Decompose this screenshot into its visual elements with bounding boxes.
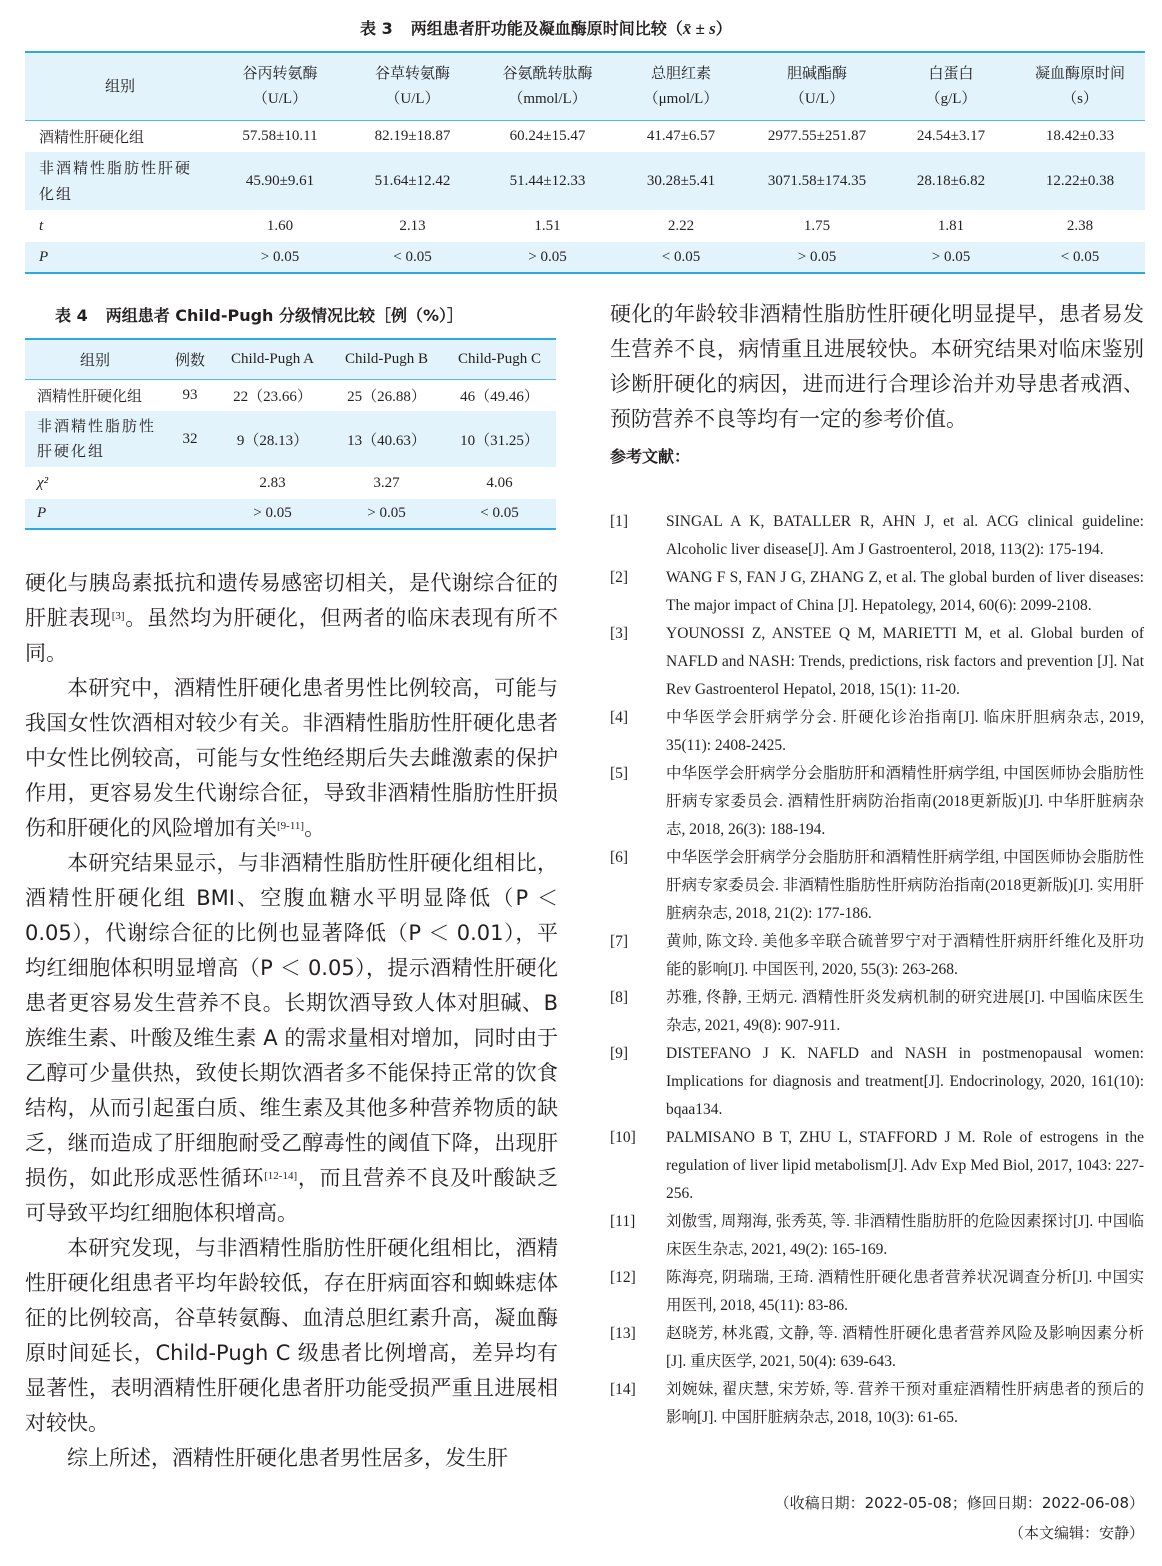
reference-item bbox=[610, 1040, 1144, 1124]
citation[interactable]: [12-14] bbox=[264, 1170, 298, 1182]
table-cell: 13（40.63） bbox=[347, 432, 426, 449]
table4-header-cell: Child-Pugh A bbox=[231, 350, 314, 367]
table3-caption-stat: x̄ ± s bbox=[682, 19, 716, 38]
table3-header-cell: 总胆红素 （μmol/L） bbox=[643, 64, 719, 108]
table-cell: 1.60 bbox=[266, 217, 294, 234]
reference-text: 中华医学会肝病学分会脂肪肝和酒精性肝病学组, 中国医师协会脂肪性肝病专家委员会. 酒精性肝病防治指南(2018更新版)[J]. 中华肝脏病杂志, 2018, 26(3): 188-194. bbox=[666, 765, 1144, 838]
row-label: 非酒精性脂肪性肝硬化组 bbox=[39, 159, 193, 203]
reference-number: [10] bbox=[610, 1129, 636, 1146]
table4-header-cell: Child-Pugh C bbox=[458, 350, 541, 367]
table3 bbox=[25, 51, 1145, 274]
table-cell: 51.64±12.42 bbox=[374, 172, 451, 189]
table3-header-cell: 凝血酶原时间 （s） bbox=[1034, 64, 1125, 108]
reference-number: [2] bbox=[610, 569, 629, 586]
paragraph: 本研究发现，与非酒精性脂肪性肝硬化组相比，酒精性肝硬化组患者平均年龄较低，存在肝病面容和蜘蛛痣体征的比例较高，谷草转氨酶、血清总胆红素升高，凝血酶原时间延长，Child-Pugh C 级患者比例增高，差异均有显著性，表明酒精性肝硬化患者肝功能受损严重且进展相对较快。 bbox=[25, 1236, 558, 1435]
table-cell: 32 bbox=[182, 430, 198, 447]
citation[interactable]: [9-11] bbox=[277, 820, 305, 832]
row-label: 酒精性肝硬化组 bbox=[39, 127, 145, 146]
table4-row bbox=[25, 499, 556, 529]
table4-header-cell: Child-Pugh B bbox=[345, 350, 428, 367]
table4-header-cell: 组别 bbox=[79, 350, 110, 369]
table-cell: > 0.05 bbox=[528, 248, 567, 265]
reference-text: 黄帅, 陈文玲. 美他多辛联合硫普罗宁对于酒精性肝病肝纤维化及肝功能的影响[J]. 中国医刊, 2020, 55(3): 263-268. bbox=[666, 933, 1144, 978]
table4 bbox=[25, 338, 556, 530]
table-cell: 22（23.66） bbox=[233, 388, 312, 405]
table-cell: 9（28.13） bbox=[236, 432, 309, 449]
table3-header-cell: 谷草转氨酶 （U/L） bbox=[374, 64, 450, 108]
paragraph: 硬化与胰岛素抵抗和遗传易感密切相关，是代谢综合征的肝脏表现[3]。虽然均为肝硬化，但两者的临床表现有所不同。 bbox=[25, 571, 559, 665]
table4-caption-num: 表 4 bbox=[55, 306, 88, 325]
table-cell: < 0.05 bbox=[1060, 248, 1100, 265]
table-cell: > 0.05 bbox=[260, 248, 300, 265]
table-cell: 1.51 bbox=[534, 217, 561, 234]
table3-header-cell: 白蛋白 （g/L） bbox=[925, 64, 977, 108]
reference-text: 刘婉妹, 翟庆慧, 宋芳娇, 等. 营养干预对重症酒精性肝病患者的预后的影响[J]. 中国肝脏病杂志, 2018, 10(3): 61-65. bbox=[666, 1381, 1144, 1426]
table-cell: 51.44±12.33 bbox=[509, 172, 586, 189]
reference-item bbox=[610, 760, 1144, 844]
table-cell: 2977.55±251.87 bbox=[767, 127, 867, 144]
right-column bbox=[610, 297, 1144, 474]
table-cell: 18.42±0.33 bbox=[1045, 127, 1115, 144]
reference-text: 赵晓芳, 林兆霞, 文静, 等. 酒精性肝硬化患者营养风险及影响因素分析[J]. 重庆医学, 2021, 50(4): 639-643. bbox=[666, 1325, 1144, 1370]
table4-caption bbox=[55, 303, 463, 326]
reference-text: 刘傲雪, 周翔海, 张秀英, 等. 非酒精性脂肪肝的危险因素探讨[J]. 中国临床医生杂志, 2021, 49(2): 165-169. bbox=[666, 1213, 1144, 1258]
reference-item bbox=[610, 620, 1144, 704]
reference-number: [1] bbox=[610, 513, 629, 530]
reference-item bbox=[610, 984, 1144, 1040]
table-cell: > 0.05 bbox=[931, 248, 971, 265]
reference-text: DISTEFANO J K. NAFLD and NASH in postmenopausal women: Implications for diagnosis and treatment[J]. Endocrinology, 2020, 161(10): bqaa134. bbox=[666, 1045, 1144, 1118]
row-label: P bbox=[37, 505, 47, 521]
paragraph: 硬化的年龄较非酒精性脂肪性肝硬化明显提早，患者易发生营养不良，病情重且进展较快。本研究结果对临床鉴别诊断肝硬化的病因，进而进行合理诊治并劝导患者戒酒、预防营养不良等均有一定的参考价值。 bbox=[610, 302, 1144, 431]
row-label: t bbox=[39, 217, 44, 234]
reference-text: 陈海亮, 阴瑞瑞, 王琦. 酒精性肝硬化患者营养状况调查分析[J]. 中国实用医刊, 2018, 45(11): 83-86. bbox=[666, 1269, 1144, 1314]
reference-number: [6] bbox=[610, 849, 629, 866]
row-label: 酒精性肝硬化组 bbox=[37, 386, 143, 405]
reference-number: [9] bbox=[610, 1045, 629, 1062]
reference-number: [11] bbox=[610, 1213, 636, 1230]
table-cell: 45.90±9.61 bbox=[245, 172, 315, 189]
reference-item bbox=[610, 844, 1144, 928]
table-cell: 24.54±3.17 bbox=[916, 127, 986, 144]
reference-item bbox=[610, 928, 1144, 984]
table-cell: 2.13 bbox=[399, 217, 426, 234]
reference-text: YOUNOSSI Z, ANSTEE Q M, MARIETTI M, et al. Global burden of NAFLD and NASH: Trends, predictions, risk factors and prevention [J]. Nat Rev Gastroenterol Hepatol, 2018, 15(1): 11-20. bbox=[666, 625, 1144, 698]
left-column bbox=[25, 566, 558, 1476]
table-cell: 3071.58±174.35 bbox=[767, 172, 867, 189]
reference-text: WANG F S, FAN J G, ZHANG Z, et al. The global burden of liver diseases: The major impact of China [J]. Hepatolegy, 2014, 60(6): 2099-2108. bbox=[666, 569, 1144, 614]
reference-number: [7] bbox=[610, 933, 629, 950]
table-cell: > 0.05 bbox=[253, 505, 292, 521]
table-cell: < 0.05 bbox=[393, 248, 432, 265]
table3-row bbox=[25, 242, 1145, 273]
reference-item bbox=[610, 1264, 1144, 1320]
references-list bbox=[610, 508, 1144, 1432]
table-cell bbox=[165, 467, 215, 499]
table4-row bbox=[25, 467, 556, 499]
table-cell: 30.28±5.41 bbox=[646, 172, 716, 189]
table-cell: > 0.05 bbox=[797, 248, 837, 265]
reference-number: [4] bbox=[610, 709, 629, 726]
row-label: 非酒精性脂肪性肝硬化组 bbox=[37, 417, 157, 460]
reference-number: [14] bbox=[610, 1381, 636, 1398]
table3-caption bbox=[360, 16, 732, 39]
reference-item bbox=[610, 1376, 1144, 1432]
table3-caption-close: ） bbox=[715, 19, 732, 38]
table-cell: 25（26.88） bbox=[347, 388, 426, 405]
reference-item bbox=[610, 1320, 1144, 1376]
reference-text: 苏雅, 佟静, 王炳元. 酒精性肝炎发病机制的研究进展[J]. 中国临床医生杂志, 2021, 49(8): 907-911. bbox=[666, 989, 1144, 1034]
table-cell: 1.75 bbox=[803, 217, 831, 234]
editor-note: （本文编辑：安静） bbox=[1008, 1524, 1144, 1542]
table3-row bbox=[25, 152, 1145, 210]
table-cell: 57.58±10.11 bbox=[242, 127, 318, 144]
table4-row bbox=[25, 379, 556, 411]
paragraph: 综上所述，酒精性肝硬化患者男性居多，发生肝 bbox=[67, 1446, 508, 1470]
table-cell: > 0.05 bbox=[367, 505, 406, 521]
table-cell: 93 bbox=[182, 386, 198, 403]
table-cell: 2.83 bbox=[259, 474, 286, 491]
table-cell: < 0.05 bbox=[661, 248, 701, 265]
table-cell: 3.27 bbox=[373, 474, 400, 491]
table-cell: 46（49.46） bbox=[460, 388, 539, 405]
reference-text: SINGAL A K, BATALLER R, AHN J, et al. ACG clinical guideline: Alcoholic liver disease[J]. Am J Gastroenterol, 2018, 113(2): 175-194. bbox=[666, 513, 1144, 558]
table4-header-cell: 例数 bbox=[174, 350, 205, 369]
reference-number: [3] bbox=[610, 625, 629, 642]
table-cell: 2.38 bbox=[1066, 217, 1094, 234]
table-cell: 28.18±6.82 bbox=[916, 172, 986, 189]
reference-item bbox=[610, 1208, 1144, 1264]
reference-number: [5] bbox=[610, 765, 629, 782]
table-cell: < 0.05 bbox=[480, 505, 519, 521]
references-heading: 参考文献： bbox=[610, 447, 691, 466]
reference-number: [13] bbox=[610, 1325, 636, 1342]
reference-text: 中华医学会肝病学分会脂肪肝和酒精性肝病学组, 中国医师协会脂肪性肝病专家委员会. 非酒精性脂肪性肝病防治指南(2018更新版)[J]. 实用肝脏病杂志, 2018, 21(2): 177-186. bbox=[666, 849, 1144, 922]
reference-item bbox=[610, 704, 1144, 760]
table3-header-row bbox=[25, 52, 1145, 120]
table-cell: 4.06 bbox=[486, 474, 513, 491]
table3-header-cell: 谷氨酰转肽酶 （mmol/L） bbox=[502, 64, 593, 108]
table3-header-cell: 组别 bbox=[104, 77, 135, 96]
reference-item bbox=[610, 564, 1144, 620]
table3-row bbox=[25, 120, 1145, 152]
table3-caption-text: 两组患者肝功能及凝血酶原时间比较（ bbox=[410, 19, 683, 38]
citation[interactable]: [3] bbox=[111, 610, 125, 622]
table-cell: 82.19±18.87 bbox=[374, 127, 451, 144]
table-cell: 2.22 bbox=[667, 217, 695, 234]
reference-text: PALMISANO B T, ZHU L, STAFFORD J M. Role of estrogens in the regulation of liver lipid metabolism[J]. Adv Exp Med Biol, 2017, 1043: 227-256. bbox=[666, 1129, 1144, 1202]
table-cell: 1.81 bbox=[937, 217, 965, 234]
table-cell: 41.47±6.57 bbox=[646, 127, 716, 144]
reference-text: 中华医学会肝病学分会. 肝硬化诊治指南[J]. 临床肝胆病杂志, 2019, 35(11): 2408-2425. bbox=[666, 709, 1144, 754]
table3-header-cell: 谷丙转氨酶 （U/L） bbox=[242, 64, 318, 108]
reference-item bbox=[610, 508, 1144, 564]
table4-caption-text: 两组患者 Child-Pugh 分级情况比较［例（%）］ bbox=[105, 306, 464, 325]
table-cell: 10（31.25） bbox=[460, 432, 539, 449]
table3-caption-num: 表 3 bbox=[360, 19, 393, 38]
paragraph: 本研究中，酒精性肝硬化患者男性比例较高，可能与我国女性饮酒相对较少有关。非酒精性脂肪性肝硬化患者中女性比例较高，可能与女性绝经期后失去雌激素的保护作用，更容易发生代谢综合征，导致非酒精性脂肪性肝损伤和肝硬化的风险增加有关[9-11]。 bbox=[25, 676, 558, 840]
row-label: P bbox=[39, 248, 49, 265]
table-cell bbox=[165, 499, 215, 529]
reference-item bbox=[610, 1124, 1144, 1208]
table4-header-row bbox=[25, 339, 556, 379]
table-cell: 12.22±0.38 bbox=[1045, 172, 1115, 189]
reference-number: [8] bbox=[610, 989, 629, 1006]
paragraph: 本研究结果显示，与非酒精性脂肪性肝硬化组相比，酒精性肝硬化组 BMI、空腹血糖水平明显降低（P ＜ 0.05），代谢综合征的比例也显著降低（P ＜ 0.01），平均红细胞体积明显增高（P ＜ 0.05），提示酒精性肝硬化患者更容易发生营养不良。长期饮酒导致人体对胆碱、B 族维生素、叶酸及维生素 A 的需求量相对增加，同时由于乙醇可少量供热，致使长期饮酒者多不能保持正常的饮食结构，从而引起蛋白质、维生素及其他多种营养物质的缺乏，继而造成了肝细胞耐受乙醇毒性的阈值下降，出现肝损伤，如此形成恶性循环[12-14]，而且营养不良及叶酸缺乏可导致平均红细胞体积增高。 bbox=[25, 851, 559, 1225]
received-revised-dates: （收稿日期：2022-05-08；修回日期：2022-06-08） bbox=[774, 1494, 1144, 1512]
table4-row bbox=[25, 411, 556, 467]
row-label: χ² bbox=[37, 474, 49, 491]
table3-header-cell: 胆碱酯酶 （U/L） bbox=[786, 64, 847, 108]
table3-row bbox=[25, 210, 1145, 242]
table-cell: 60.24±15.47 bbox=[509, 127, 586, 144]
reference-number: [12] bbox=[610, 1269, 636, 1286]
